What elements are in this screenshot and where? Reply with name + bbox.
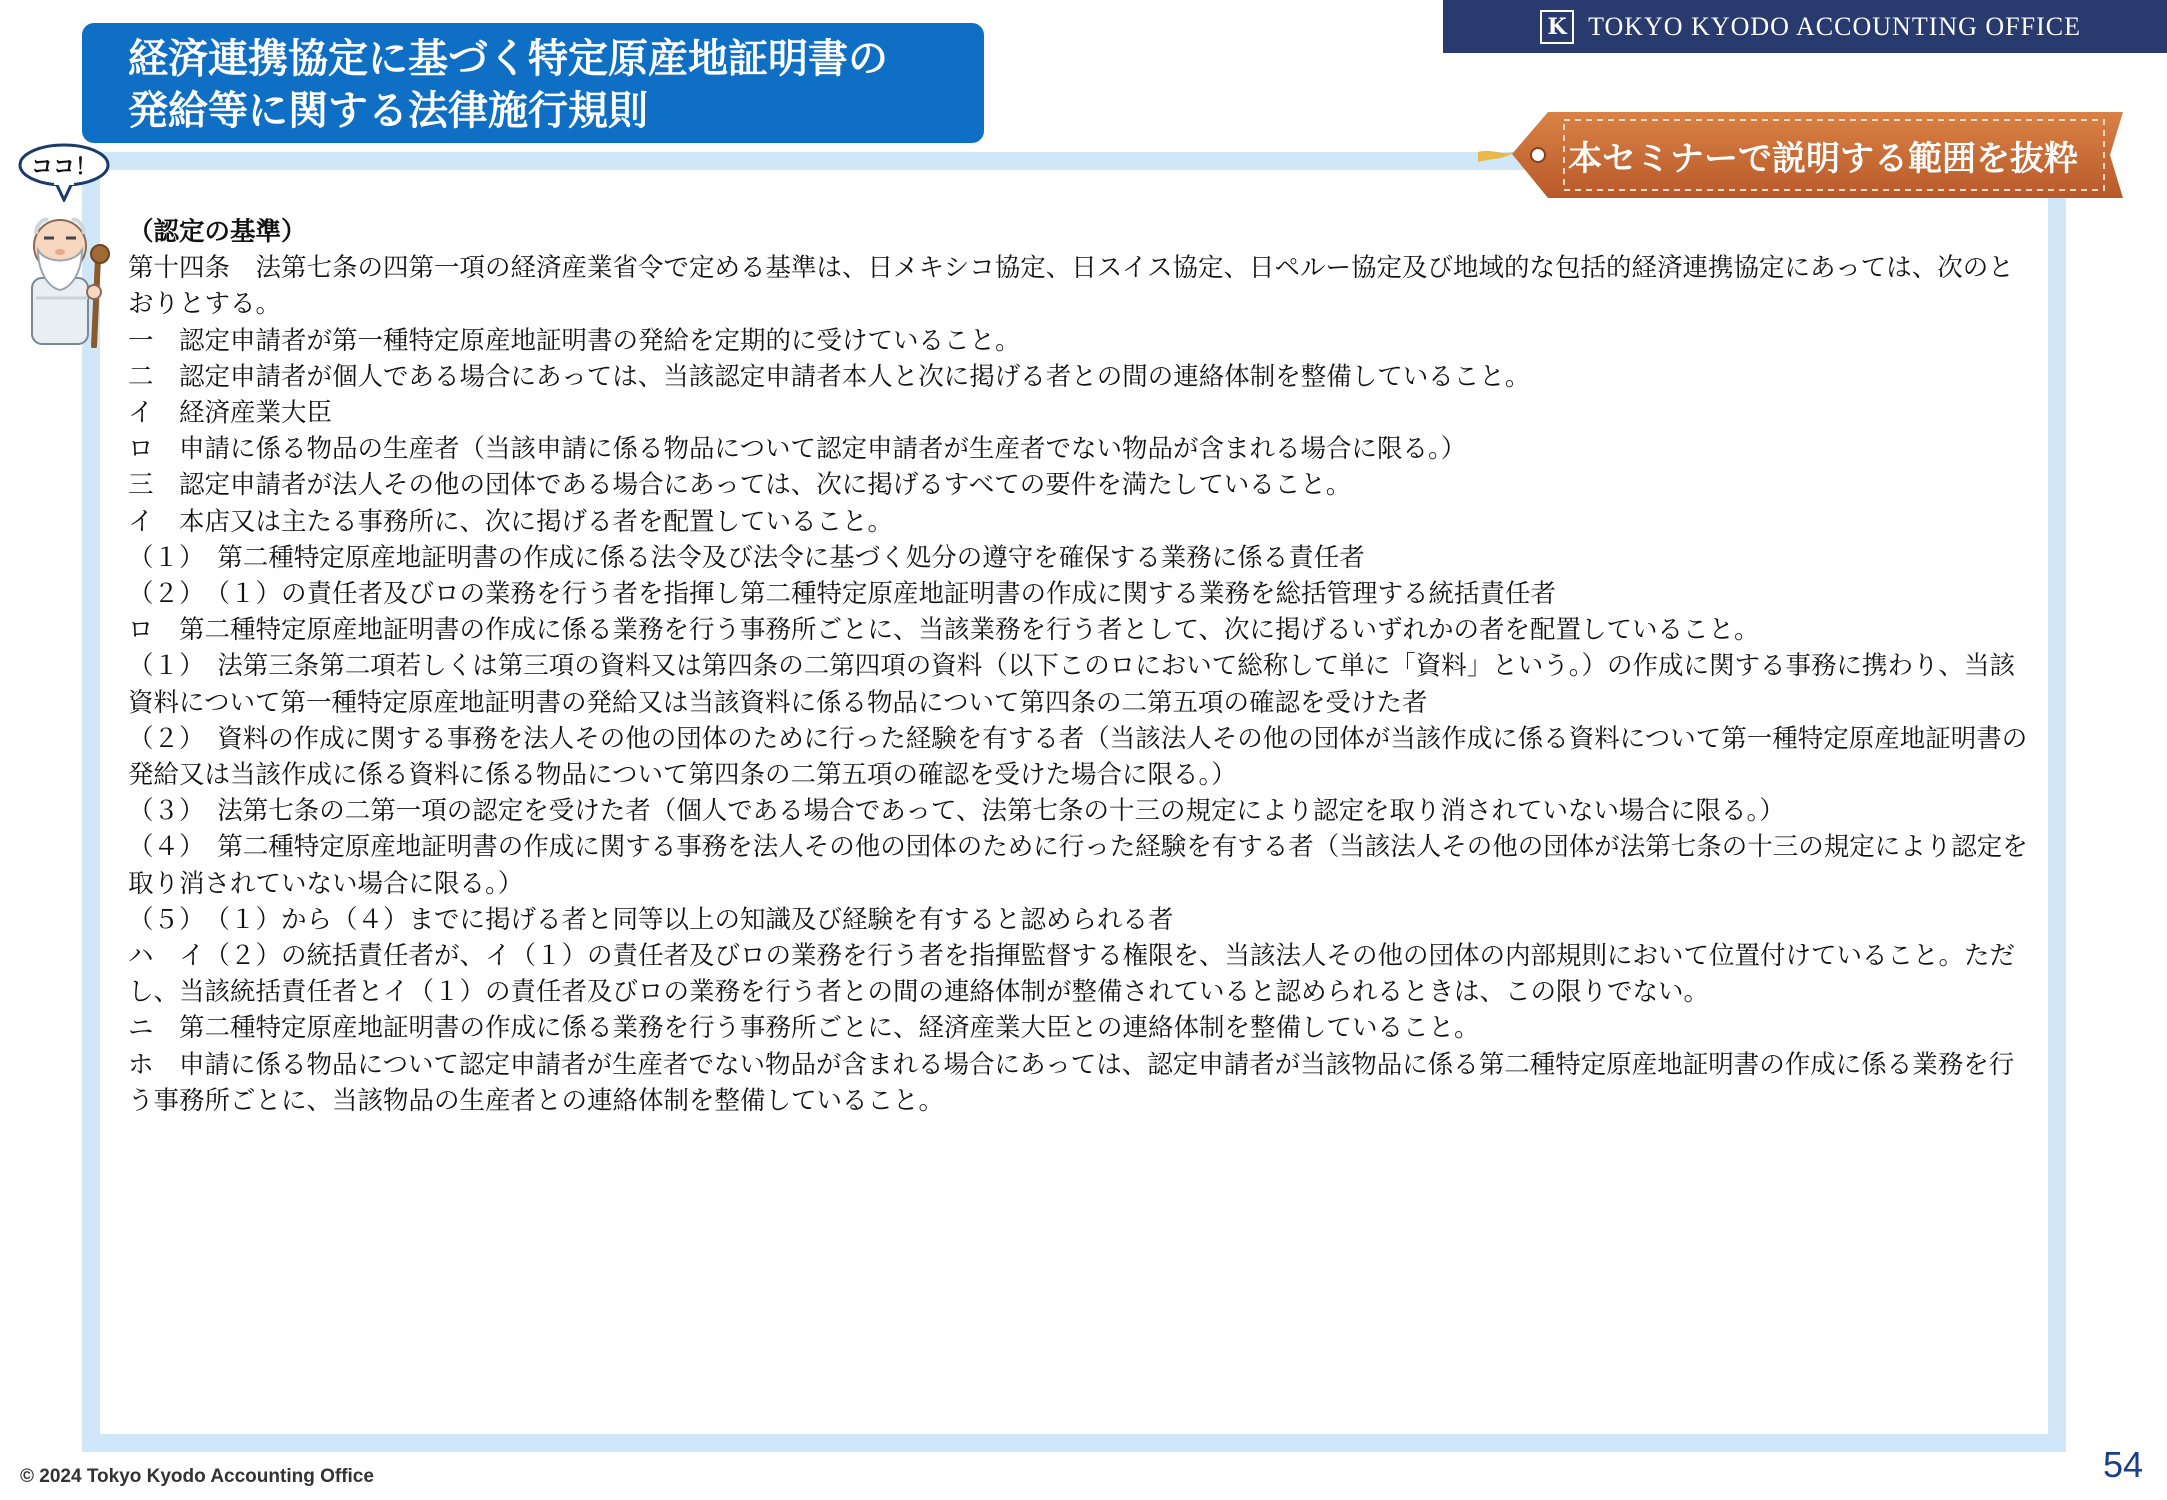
regulation-paragraph: ハ イ（２）の統括責任者が、イ（１）の責任者及びロの業務を行う者を指揮監督する権限を、当該法人その他の団体の内部規則において位置付けていること。ただし、当該統括責任者とイ（１）の責任者及びロの業務を行う者との間の連絡体制が整備されていると認められるときは、この限りでない。 — [128, 941, 2016, 1008]
elder-mascot-icon — [14, 208, 116, 348]
slide-title-line-1: 経済連携協定に基づく特定原産地証明書の — [128, 36, 888, 82]
regulation-paragraph: （２） 資料の作成に関する事務を法人その他の団体のために行った経験を有する者（当該法人その他の団体が当該作成に係る資料について第一種特定原産地証明書の発給又は当該作成に係る資料に係る物品について第四条の二第五項の確認を受けた場合に限る。） — [128, 723, 2028, 791]
regulation-paragraph: イ 本店又は主たる事務所に、次に掲げる者を配置していること。 — [128, 506, 894, 537]
brand-name: TOKYO KYODO ACCOUNTING OFFICE — [1588, 11, 2081, 41]
regulation-paragraph: （４） 第二種特定原産地証明書の作成に関する事務を法人その他の団体のために行った経験を有する者（当該法人その他の団体が法第七条の十三の規定により認定を取り消されていない場合に限る。） — [128, 832, 2028, 899]
regulation-paragraph: 第十四条 法第七条の四第一項の経済産業省令で定める基準は、日メキシコ協定、日スイス協定、日ペルー協定及び地域的な包括的経済連携協定にあっては、次のとおりとする。 — [128, 253, 2014, 320]
regulation-paragraph: （１） 法第三条第二項若しくは第三項の資料又は第四条の二第四項の資料（以下このロにおいて総称して単に「資料」という。）の作成に関する事務に携わり、当該資料について第一種特定原産地証明書の発給又は当該資料に係る物品について第四条の二第五項の確認を受けた者 — [128, 651, 2016, 718]
regulation-paragraph: 一 認定申請者が第一種特定原産地証明書の発給を定期的に受けていること。 — [128, 325, 1021, 356]
brand-logo-icon: K — [1540, 10, 1574, 44]
regulation-paragraph: イ 経済産業大臣 — [128, 398, 333, 429]
regulation-paragraph: （１） 第二種特定原産地証明書の作成に係る法令及び法令に基づく処分の遵守を確保する業務に係る責任者 — [128, 542, 1365, 573]
regulation-paragraph: ホ 申請に係る物品について認定申請者が生産者でない物品が含まれる場合にあっては、認定申請者が当該物品に係る第二種特定原産地証明書の作成に係る業務を行う事務所ごとに、当該物品の生産者との連絡体制を整備していること。 — [128, 1049, 2015, 1116]
scope-badge-label: 本セミナーで説明する範囲を抜粋 — [1568, 138, 2078, 179]
callout-bubble — [16, 142, 112, 194]
brand-header — [1443, 0, 2167, 53]
regulation-paragraph: ニ 第二種特定原産地証明書の作成に係る業務を行う事務所ごとに、経済産業大臣との連絡体制を整備していること。 — [128, 1013, 1480, 1044]
regulation-paragraph: （５） （１）から（４）までに掲げる者と同等以上の知識及び経験を有すると認められる者 — [128, 904, 1174, 935]
slide-title-line-2: 発給等に関する法律施行規則 — [128, 88, 648, 134]
copyright-notice: © 2024 Tokyo Kyodo Accounting Office — [20, 1466, 374, 1487]
section-heading: （認定の基準） — [128, 217, 307, 247]
regulation-paragraph: （３） 法第七条の二第一項の認定を受けた者（個人である場合であって、法第七条の十三の規定により認定を取り消されていない場合に限る。） — [128, 796, 1785, 827]
regulation-paragraph: 三 認定申請者が法人その他の団体である場合にあっては、次に掲げるすべての要件を満たしていること。 — [128, 470, 1352, 501]
page-number: 54 — [2102, 1444, 2143, 1485]
regulation-paragraph: 二 認定申請者が個人である場合にあっては、当該認定申請者本人と次に掲げる者との間の連絡体制を整備していること。 — [128, 361, 1531, 392]
regulation-paragraph: ロ 申請に係る物品の生産者（当該申請に係る物品について認定申請者が生産者でない物品が含まれる場合に限る。） — [128, 434, 1467, 465]
regulation-text — [128, 214, 2038, 1119]
regulation-paragraph: （２） （１）の責任者及びロの業務を行う者を指揮し第二種特定原産地証明書の作成に関する業務を総括管理する統括責任者 — [128, 579, 1557, 610]
callout-label: ココ！ — [30, 154, 97, 180]
slide-title — [82, 23, 984, 143]
regulation-paragraph: ロ 第二種特定原産地証明書の作成に係る業務を行う事務所ごとに、当該業務を行う者として、次に掲げるいずれかの者を配置していること。 — [128, 615, 1760, 646]
scope-badge — [1478, 108, 2123, 202]
